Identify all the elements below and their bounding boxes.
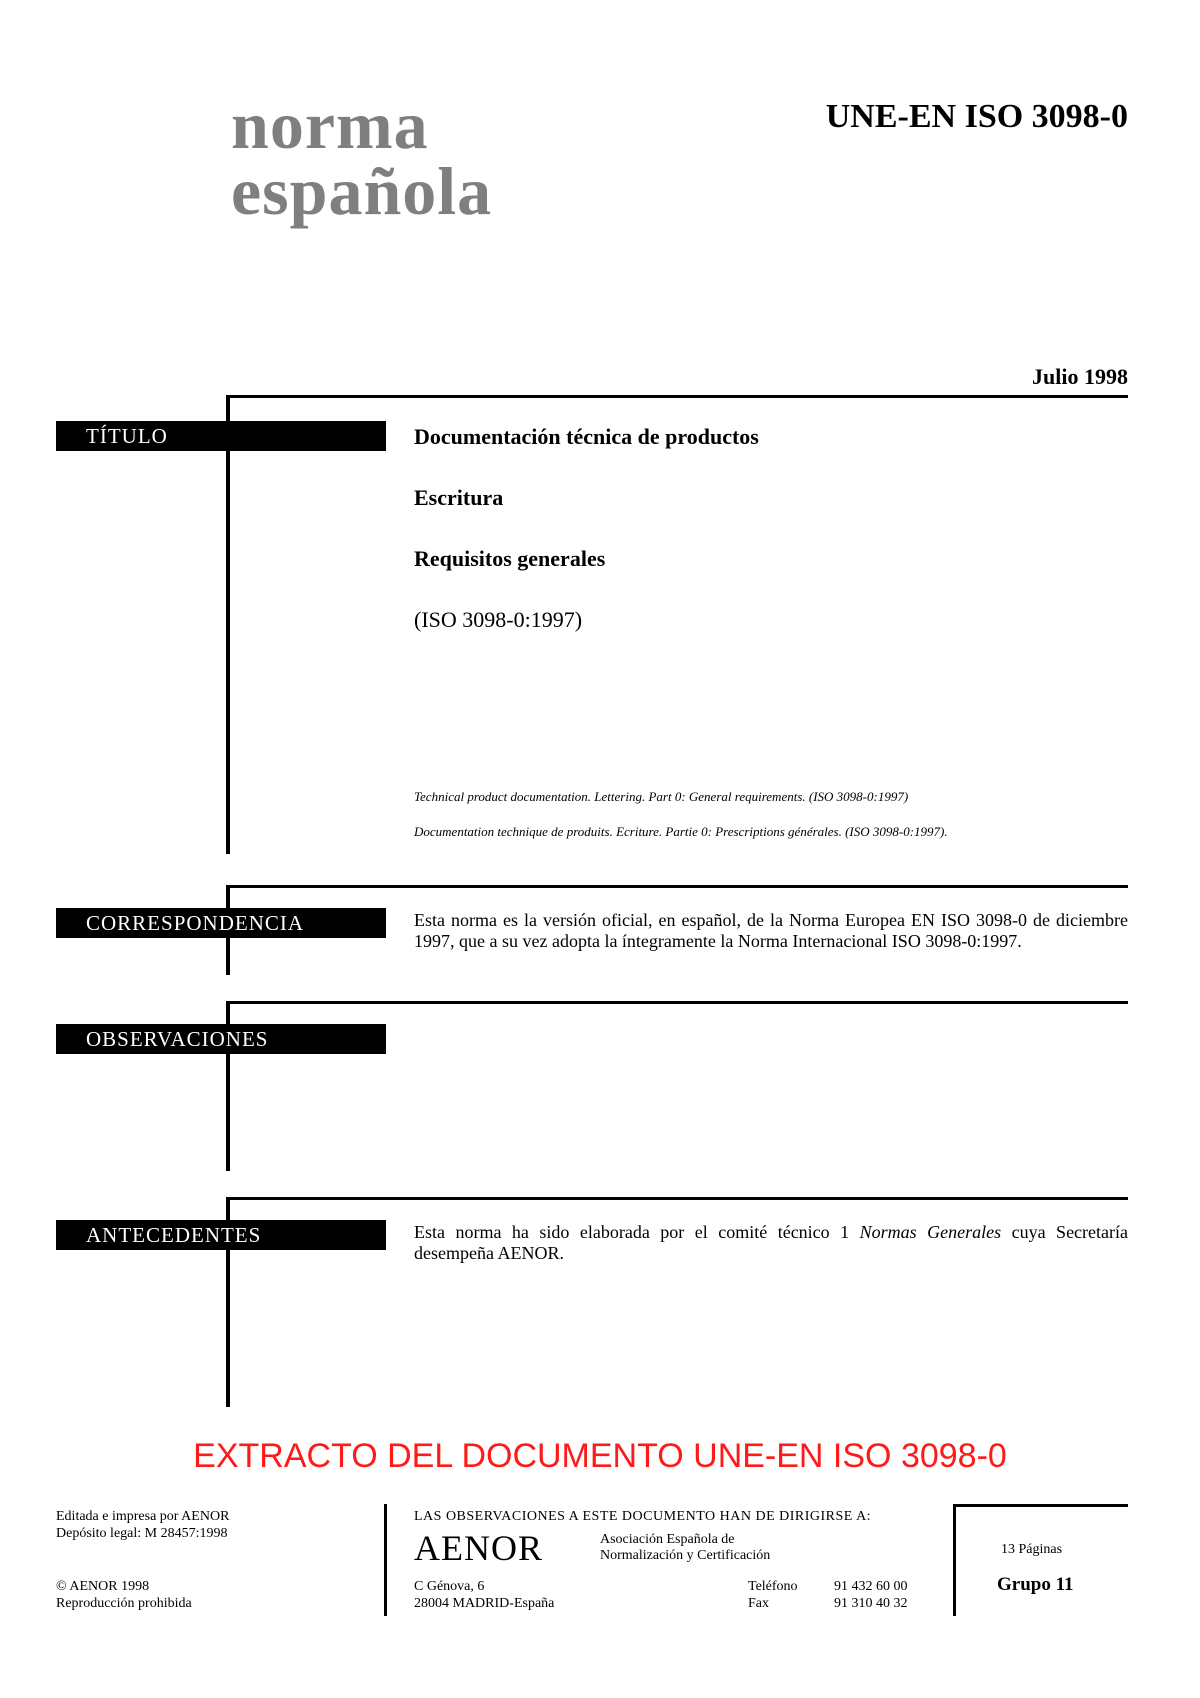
address-line-1: C Génova, 6 <box>414 1579 485 1594</box>
association-name <box>600 1532 770 1564</box>
observaciones-rule <box>228 1001 1128 1004</box>
fax-label: Fax <box>748 1596 769 1611</box>
title-line-1: Documentación técnica de productos <box>414 424 759 449</box>
brand-line-1: norma <box>231 87 429 163</box>
antecedentes-text <box>414 1222 1128 1264</box>
antecedentes-text-before: Esta norma ha sido elaborada por el comité técnico 1 <box>414 1222 860 1242</box>
standard-code: UNE-EN ISO 3098-0 <box>825 98 1128 135</box>
correspondencia-rule <box>228 885 1128 888</box>
postal-address <box>414 1578 554 1612</box>
title-line-3: Requisitos generales <box>414 546 606 571</box>
brand-title <box>231 87 493 229</box>
antecedentes-committee: Normas Generales <box>859 1222 1002 1242</box>
page-count: 13 Páginas <box>1001 1542 1063 1557</box>
fax-number: 91 310 40 32 <box>834 1596 908 1611</box>
correspondencia-text: Esta norma es la versión oficial, en español, de la Norma Europea EN ISO 3098-0 de diciembre 1997, que a su vez adopta la íntegramente la Norma Internacional ISO 3098-0:1997. <box>414 910 1128 951</box>
reproduction-notice: Reproducción prohibida <box>56 1596 192 1611</box>
edited-by: Editada e impresa por AENOR <box>56 1509 230 1524</box>
title-french: Documentation technique de produits. Ecriture. Partie 0: Prescriptions générales. (ISO 3098-0:1997). <box>414 824 948 839</box>
price-group: Grupo 11 <box>997 1574 1074 1595</box>
extract-notice: EXTRACTO DEL DOCUMENTO UNE-EN ISO 3098-0 <box>193 1437 1007 1475</box>
iso-reference: (ISO 3098-0:1997) <box>414 607 583 632</box>
titulo-label: TÍTULO <box>56 421 386 451</box>
title-english: Technical product documentation. Lettering. Part 0: General requirements. (ISO 3098-0:1997) <box>414 789 909 804</box>
brand-line-2: española <box>231 153 493 229</box>
antecedentes-rule <box>228 1197 1128 1200</box>
association-line-2: Normalización y Certificación <box>600 1548 771 1563</box>
footer-copyright <box>56 1578 192 1612</box>
observations-notice: LAS OBSERVACIONES A ESTE DOCUMENTO HAN DE DIRIGIRSE A: <box>414 1509 872 1524</box>
footer-edition <box>56 1508 229 1542</box>
title-line-2: Escritura <box>414 485 504 510</box>
antecedentes-text-after: cuya Secretaría desempeña AENOR. <box>414 1222 1129 1263</box>
pages-box-rule <box>955 1504 1128 1507</box>
publication-date: Julio 1998 <box>1032 364 1128 389</box>
aenor-logo: AENOR <box>414 1528 543 1568</box>
titulo-vertical-rule <box>226 395 230 854</box>
footer-divider-left <box>384 1504 387 1616</box>
correspondencia-label: CORRESPONDENCIA <box>56 908 386 938</box>
observaciones-label: OBSERVACIONES <box>56 1024 386 1054</box>
phone-label: Teléfono <box>748 1579 798 1594</box>
association-line-1: Asociación Española de <box>600 1532 735 1547</box>
pages-box-vertical-rule <box>953 1504 956 1616</box>
legal-deposit: Depósito legal: M 28457:1998 <box>56 1526 228 1541</box>
titulo-rule <box>228 395 1128 398</box>
contact-labels <box>748 1578 798 1612</box>
phone-number: 91 432 60 00 <box>834 1579 908 1594</box>
address-line-2: 28004 MADRID-España <box>414 1596 555 1611</box>
contact-values <box>834 1578 908 1612</box>
copyright: © AENOR 1998 <box>56 1579 150 1594</box>
antecedentes-label: ANTECEDENTES <box>56 1220 386 1250</box>
